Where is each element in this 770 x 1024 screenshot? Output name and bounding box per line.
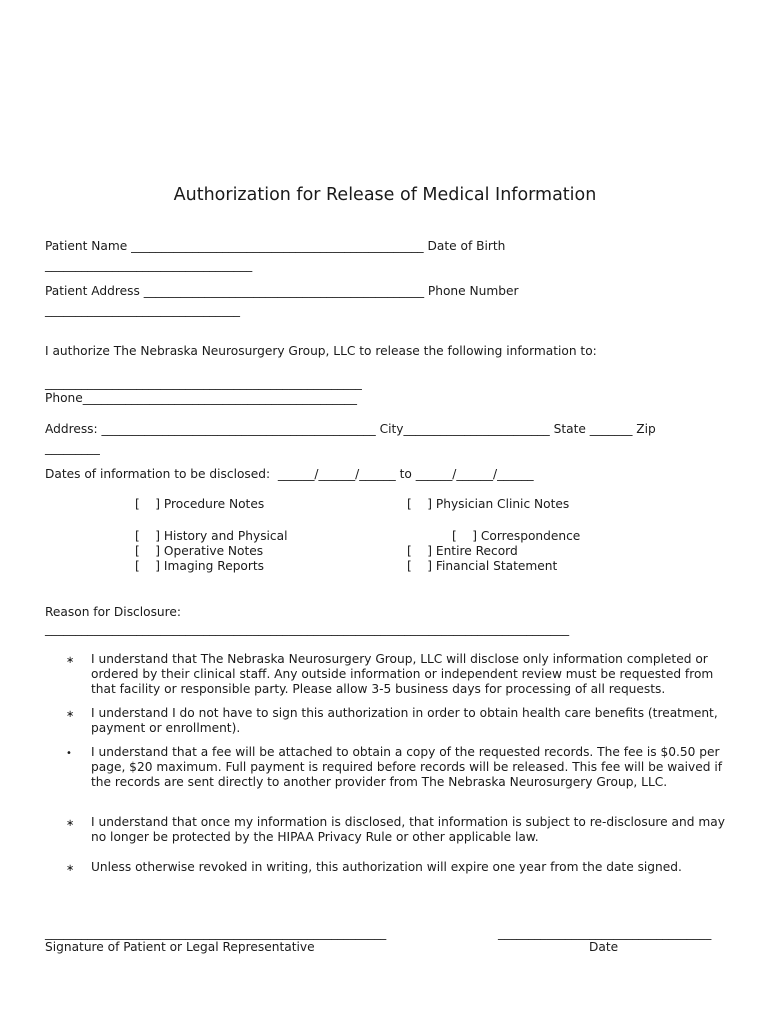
reason-field[interactable]: ______________________________________________________________________________________	[45, 622, 570, 636]
checkbox-financial-statement[interactable]: [ ] Financial Statement	[407, 559, 558, 573]
patient-address-field[interactable]: Patient Address ______________________________________________ Phone Number	[45, 284, 519, 298]
dates-to-disclose-field[interactable]: Dates of information to be disclosed: ______/______/______ to ______/______/______	[45, 467, 534, 481]
checkbox-entire-record[interactable]: [ ] Entire Record	[407, 544, 518, 558]
checkbox-history-physical[interactable]: [ ] History and Physical	[135, 529, 288, 543]
bullet-expiration: Unless otherwise revoked in writing, this authorization will expire one year from the date signed.	[91, 860, 682, 874]
signature-field[interactable]: ________________________________________________________	[45, 926, 387, 940]
bullet-dot-icon: •	[66, 748, 72, 759]
page-title: Authorization for Release of Medical Information	[173, 185, 597, 205]
signature-label: Signature of Patient or Legal Representative	[45, 940, 315, 954]
patient-name-field[interactable]: Patient Name ________________________________________________ Date of Birth	[45, 239, 506, 253]
recipient-zip-field[interactable]: _________	[45, 441, 100, 455]
recipient-name-field[interactable]: ____________________________________________________	[45, 376, 362, 390]
checkbox-operative-notes[interactable]: [ ] Operative Notes	[135, 544, 264, 558]
recipient-address-field[interactable]: Address: _____________________________________________ City________________________ State _______ Zip	[45, 422, 656, 436]
checkbox-imaging-reports[interactable]: [ ] Imaging Reports	[135, 559, 265, 573]
checkbox-procedure-notes[interactable]: [ ] Procedure Notes	[135, 497, 265, 511]
date-of-birth-field[interactable]: __________________________________	[45, 258, 253, 272]
authorize-statement: I authorize The Nebraska Neurosurgery Group, LLC to release the following information to:	[45, 344, 597, 358]
bullet-star-icon: ∗	[66, 818, 75, 829]
date-label: Date	[589, 940, 619, 954]
bullet-star-icon: ∗	[66, 709, 75, 720]
checkbox-correspondence[interactable]: [ ] Correspondence	[452, 529, 581, 543]
bullet-redisclosure: I understand that once my information is disclosed, that information is subject to re-disclosure and may no longer be protected by the HIPAA Privacy Rule or other applicable law.	[91, 815, 725, 844]
date-field[interactable]: ___________________________________	[498, 926, 712, 940]
bullet-not-required: I understand I do not have to sign this authorization in order to obtain health care benefits (treatment, payment or enrollment).	[91, 706, 718, 735]
bullet-star-icon: ∗	[66, 863, 75, 874]
checkbox-physician-clinic-notes[interactable]: [ ] Physician Clinic Notes	[407, 497, 570, 511]
bullet-disclosure-scope: I understand that The Nebraska Neurosurgery Group, LLC will disclose only information completed or ordered by their clinical staff. Any outside information or independent review must be requested from that facility or responsible party. Please allow 3-5 business days for processing of all requests.	[91, 652, 714, 696]
bullet-fee: I understand that a fee will be attached to obtain a copy of the requested records. The fee is $0.50 per page, $20 maximum. Full payment is required before records will be released. This fee will be waived if the records are sent directly to another provider from The Nebraska Neurosurgery Group, LLC.	[91, 745, 723, 789]
bullet-star-icon: ∗	[66, 655, 75, 666]
recipient-phone-field[interactable]: Phone_____________________________________________	[45, 391, 357, 405]
reason-label: Reason for Disclosure:	[45, 605, 182, 619]
phone-number-field[interactable]: ________________________________	[45, 303, 240, 317]
